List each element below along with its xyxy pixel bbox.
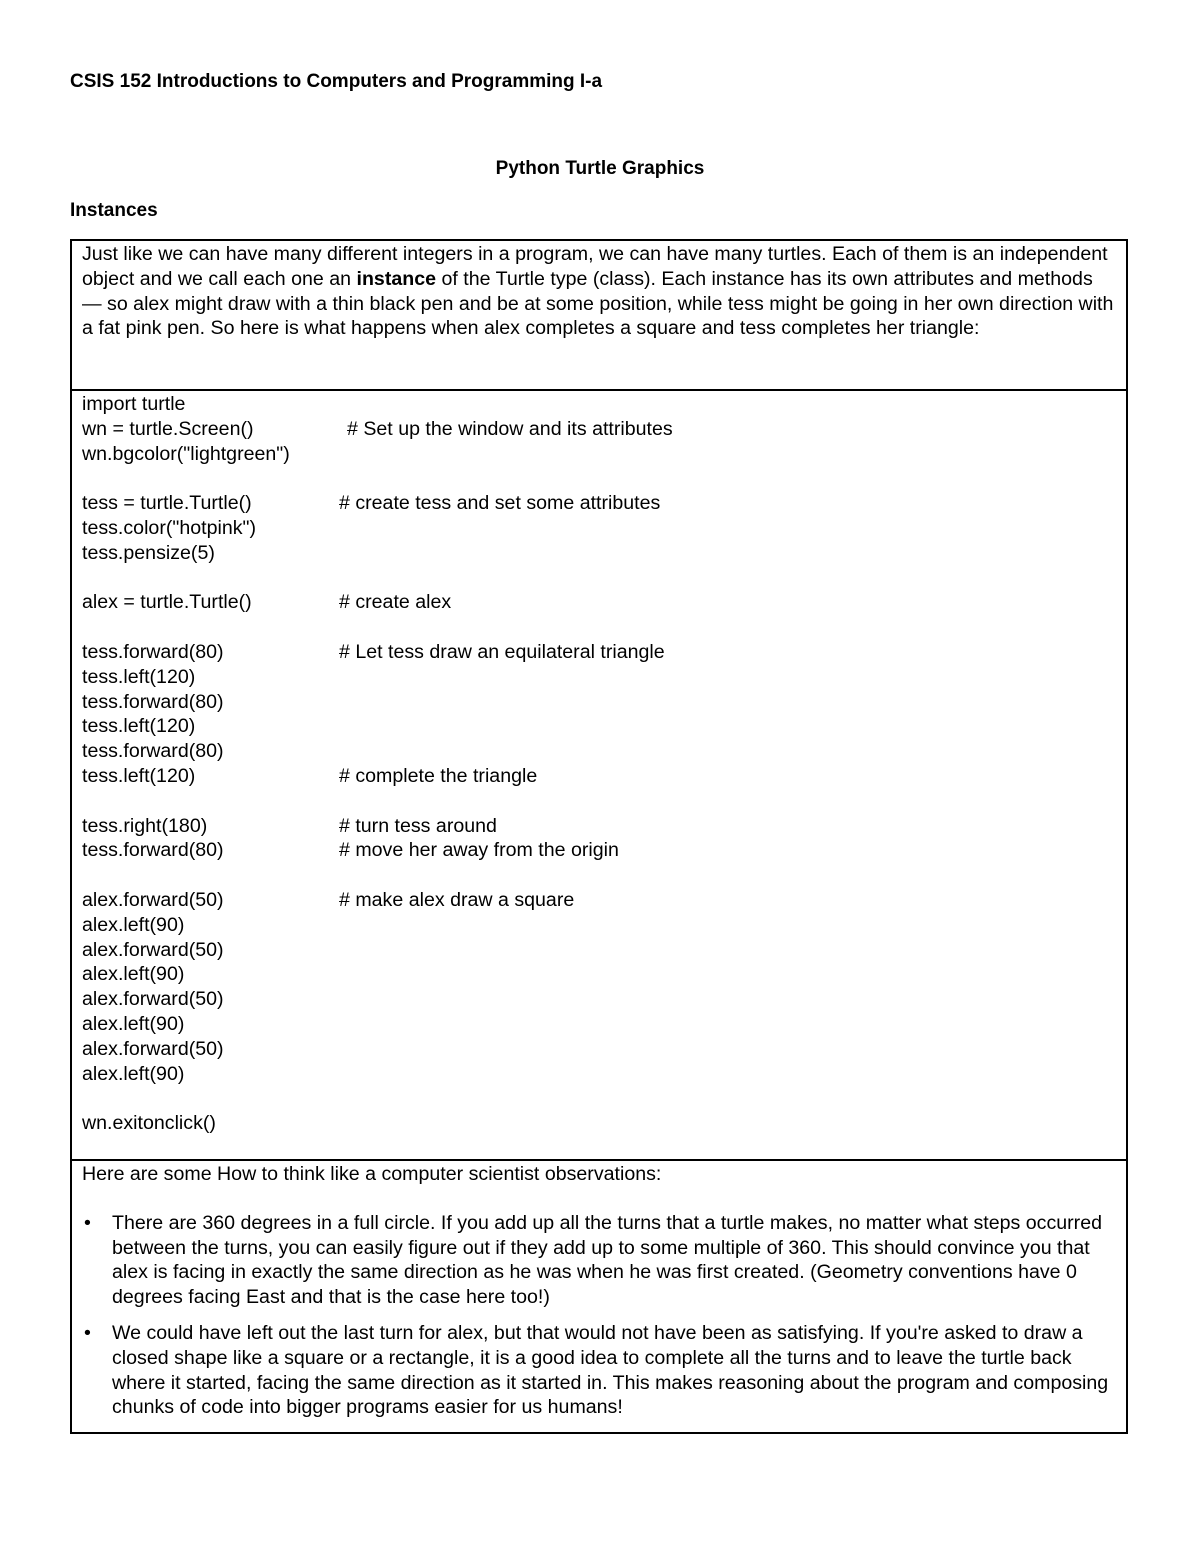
code-line <box>82 442 1116 467</box>
intro-text-end: of the Turtle type (class). Each instance has its own attributes and methods — so alex might draw with a thin black pen and be at some position, while tess might be going in her own direction with a fat pink pen. So here is what happens when alex completes a square and tess completes her triangle: <box>82 267 1114 340</box>
code-line <box>82 1086 1116 1111</box>
bullet-icon: • <box>84 1211 91 1234</box>
code-line <box>82 938 1116 963</box>
code-line <box>82 1062 1116 1087</box>
intro-cell <box>72 241 1126 391</box>
code-statement: alex.left(90) <box>82 913 185 936</box>
code-line <box>82 888 1116 913</box>
code-statement: tess.left(120) <box>82 715 196 738</box>
code-statement: tess = turtle.Turtle() <box>82 492 252 515</box>
content-table <box>70 239 1128 1434</box>
code-statement: wn.exitonclick() <box>82 1112 216 1135</box>
code-line <box>82 516 1116 541</box>
code-line <box>82 739 1116 764</box>
code-comment: # Set up the window and its attributes <box>347 417 673 440</box>
list-item <box>82 1211 1116 1310</box>
code-line <box>82 987 1116 1012</box>
code-line <box>82 665 1116 690</box>
document-title: Python Turtle Graphics <box>495 158 705 179</box>
code-statement: tess.forward(80) <box>82 640 224 663</box>
code-statement: import turtle <box>82 393 186 415</box>
code-statement: tess.right(180) <box>82 814 208 837</box>
code-comment: # create tess and set some attributes <box>339 492 661 515</box>
code-line <box>82 714 1116 739</box>
code-line <box>82 1037 1116 1062</box>
code-statement: tess.pensize(5) <box>82 541 215 564</box>
code-statement: alex.forward(50) <box>82 1037 224 1060</box>
code-comment: # create alex <box>339 591 452 614</box>
code-line <box>82 491 1116 516</box>
code-line <box>82 541 1116 566</box>
bullet-icon: • <box>84 1321 91 1344</box>
code-comment: # complete the triangle <box>339 764 538 787</box>
code-line <box>82 1012 1116 1037</box>
code-line <box>82 566 1116 591</box>
code-statement: alex.forward(50) <box>82 988 224 1011</box>
intro-emphasis: instance <box>356 267 437 290</box>
code-statement <box>82 863 339 888</box>
code-statement: tess.forward(80) <box>82 839 224 862</box>
code-cell <box>72 391 1126 1161</box>
code-line <box>82 690 1116 715</box>
code-statement: tess.color("hotpink") <box>82 516 256 539</box>
code-statement: tess.forward(80) <box>82 690 224 713</box>
code-line <box>82 764 1116 789</box>
code-line <box>82 962 1116 987</box>
code-statement <box>82 789 339 814</box>
code-comment: # move her away from the origin <box>339 839 619 862</box>
code-statement <box>82 615 339 640</box>
code-block <box>82 392 1116 1136</box>
code-comment: # Let tess draw an equilateral triangle <box>339 640 665 663</box>
code-statement: wn.bgcolor("lightgreen") <box>82 442 290 465</box>
code-line <box>82 814 1116 839</box>
code-statement: alex.left(90) <box>82 963 185 986</box>
code-line <box>82 417 1116 442</box>
code-statement: wn = turtle.Screen() <box>82 417 254 440</box>
code-statement: alex.left(90) <box>82 1062 185 1085</box>
code-statement: tess.left(120) <box>82 764 196 787</box>
note-text: We could have left out the last turn for alex, but that would not have been as satisfying. If you're asked to draw a closed shape like a square or a rectangle, it is a good idea to complete all the turns and to leave the turtle back where it started, facing the same direction as it started in. This makes reasoning about the program and composing chunks of code into bigger programs easier for us humans! <box>112 1321 1109 1419</box>
notes-intro: Here are some How to think like a computer scientist observations: <box>82 1163 662 1185</box>
course-title: CSIS 152 Introductions to Computers and Programming I-a <box>70 71 603 92</box>
code-statement <box>82 566 339 591</box>
code-line <box>82 466 1116 491</box>
code-statement: tess.forward(80) <box>82 740 224 763</box>
code-line <box>82 913 1116 938</box>
code-statement: alex.left(90) <box>82 1012 185 1035</box>
code-statement <box>82 466 339 491</box>
code-line <box>82 789 1116 814</box>
code-line <box>82 590 1116 615</box>
code-statement: alex.forward(50) <box>82 888 224 911</box>
code-statement: alex = turtle.Turtle() <box>82 591 252 614</box>
section-heading: Instances <box>70 200 158 221</box>
notes-cell <box>72 1161 1126 1432</box>
intro-text-start: Just like we can have many different integers in a program, we can have many turtles. Each of them is an independent object and we call each one an <box>82 243 1108 290</box>
notes-list <box>82 1211 1116 1420</box>
code-line <box>82 615 1116 640</box>
code-statement <box>82 1086 339 1111</box>
code-line <box>82 863 1116 888</box>
code-comment: # turn tess around <box>339 814 497 837</box>
code-line <box>82 838 1116 863</box>
list-item <box>82 1321 1116 1420</box>
code-statement: alex.forward(50) <box>82 938 224 961</box>
code-line <box>82 640 1116 665</box>
code-statement: tess.left(120) <box>82 665 196 688</box>
code-comment: # make alex draw a square <box>339 888 575 911</box>
note-text: There are 360 degrees in a full circle. If you add up all the turns that a turtle makes, no matter what steps occurred between the turns, you can easily figure out if they add up to some multiple of 360. This should convince you that alex is facing in exactly the same direction as he was when he was first created. (Geometry conventions have 0 degrees facing East and that is the case here too!) <box>112 1211 1103 1309</box>
code-line <box>82 1111 1116 1136</box>
code-line <box>82 392 1116 417</box>
